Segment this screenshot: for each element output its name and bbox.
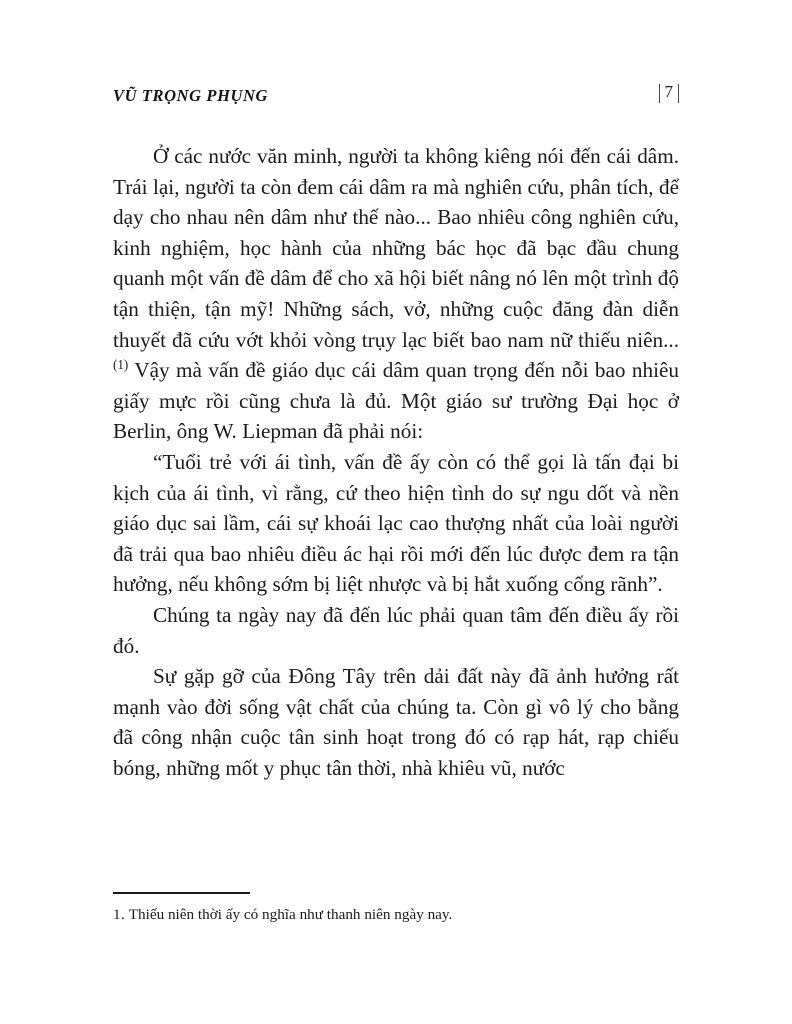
- paragraph-2-quotation: “Tuổi trẻ với ái tình, vấn đề ấy còn có thể gọi là tấn đại bi kịch của ái tình, vì rằng, cứ theo hiện tình do sự ngu dốt và nền giáo dục sai lầm, cái sự khoái lạc cao thượng nhất của loài người đã trải qua bao nhiêu điều ác hại rồi mới đến lúc được đem ra tận hưởng, nếu không sớm bị liệt nhược và bị hắt xuống cống rãnh”.: [113, 449, 679, 597]
- footnote-separator-rule: [113, 892, 250, 894]
- footnote-area: [113, 892, 679, 925]
- paragraph-1: [113, 141, 679, 447]
- footnote-marker: 1.: [113, 906, 126, 923]
- body-text-block: [113, 141, 679, 783]
- footnote-item: [113, 904, 679, 925]
- running-header: [113, 82, 679, 108]
- footnote-text: Thiếu niên thời ấy có nghĩa như thanh niên ngày nay.: [128, 906, 453, 923]
- folio-number: 7: [664, 82, 673, 101]
- folio-left-bar-icon: [659, 84, 660, 103]
- page-folio: [659, 82, 680, 101]
- paragraph-3: Chúng ta ngày nay đã đến lúc phải quan tâm đến điều ấy rồi đó.: [113, 602, 679, 658]
- paragraph-4: Sự gặp gỡ của Đông Tây trên dải đất này đã ảnh hưởng rất mạnh vào đời sống vật chất của chúng ta. Còn gì vô lý cho bằng đã công nhận cuộc tân sinh hoạt trong đó có rạp hát, rạp chiếu bóng, những mốt y phục tân thời, nhà khiêu vũ, nước: [113, 664, 679, 780]
- running-header-author: VŨ TRỌNG PHỤNG: [113, 86, 269, 105]
- footnote-reference-1[interactable]: (1): [113, 357, 129, 373]
- paragraph-1-text-before-footnote: Ở các nước văn minh, người ta không kiêng nói đến cái dâm. Trái lại, người ta còn đem cái dâm ra mà nghiên cứu, phân tích, để dạy cho nhau nên dâm như thế nào... Bao nhiêu công nghiên cứu, kinh nghiệm, học hành của những bác học đã bạc đầu chung quanh một vấn đề dâm để cho xã hội biết nâng nó lên một trình độ tận thiện, tận mỹ! Những sách, vở, những cuộc đăng đàn diễn thuyết đã cứu vớt khỏi vòng trụy lạc biết bao nam nữ thiếu niên...: [113, 144, 679, 352]
- folio-right-bar-icon: [678, 84, 679, 103]
- paragraph-1-text-after-footnote: Vậy mà vấn đề giáo dục cái dâm quan trọng đến nỗi bao nhiêu giấy mực rồi cũng chưa là đủ. Một giáo sư trường Đại học ở Berlin, ông W. Liepman đã phải nói:: [113, 358, 679, 444]
